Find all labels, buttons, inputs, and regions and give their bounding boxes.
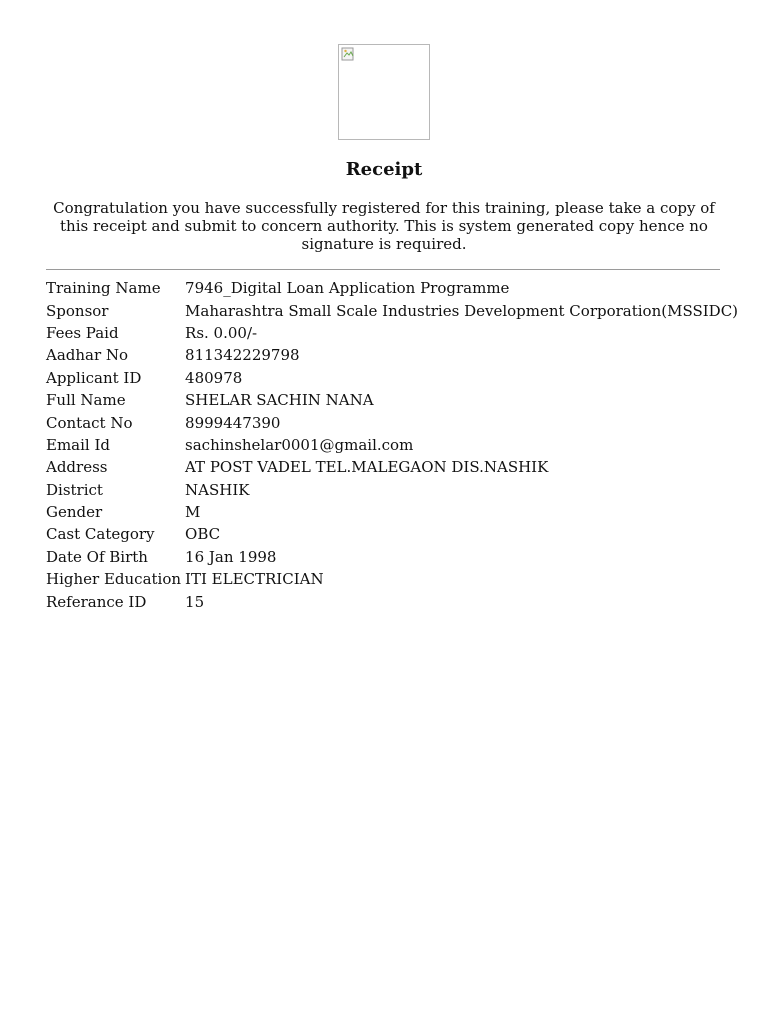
- registration-notice: Congratulation you have successfully registered for this training, please take a copy of this receipt and submit to concern authority. This is system generated copy hence no signature is required.: [53, 199, 715, 253]
- row-label: Email Id: [46, 435, 111, 454]
- row-value: 811342229798: [185, 346, 300, 365]
- row-value: Rs. 0.00/-: [185, 323, 258, 342]
- row-label: Address: [46, 458, 108, 477]
- table-row: [44, 389, 740, 411]
- row-value: NASHIK: [185, 480, 250, 499]
- row-value: OBC: [185, 525, 221, 544]
- table-row: [44, 367, 740, 389]
- logo-image: [338, 44, 430, 140]
- table-row: [44, 501, 740, 523]
- table-row: [44, 546, 740, 568]
- row-label: Sponsor: [46, 301, 109, 320]
- table-row: [44, 434, 740, 456]
- row-label: Gender: [46, 503, 103, 522]
- row-value: SHELAR SACHIN NANA: [185, 391, 374, 410]
- row-value: 480978: [185, 368, 243, 387]
- table-row: [44, 456, 740, 478]
- row-value: sachinshelar0001@gmail.com: [185, 435, 414, 454]
- row-label: Date Of Birth: [46, 547, 148, 566]
- row-label: Aadhar No: [46, 346, 129, 365]
- table-row: [44, 411, 740, 433]
- row-label: Contact No: [46, 413, 133, 432]
- row-value: 16 Jan 1998: [185, 547, 277, 566]
- row-label: Referance ID: [46, 592, 147, 611]
- row-value: ITI ELECTRICIAN: [185, 570, 324, 589]
- row-label: Training Name: [46, 279, 161, 298]
- row-value: M: [185, 503, 201, 522]
- table-row: [44, 277, 740, 299]
- row-label: Cast Category: [46, 525, 155, 544]
- row-label: Higher Education: [46, 570, 182, 589]
- row-value: 8999447390: [185, 413, 281, 432]
- row-value: 7946_Digital Loan Application Programme: [185, 279, 510, 298]
- table-row: [44, 479, 740, 501]
- applicant-details-table: [44, 277, 740, 613]
- table-row: [44, 523, 740, 545]
- table-row: [44, 299, 740, 321]
- table-row: [44, 344, 740, 366]
- broken-image-icon: [341, 47, 355, 61]
- table-row: [44, 322, 740, 344]
- row-label: District: [46, 480, 103, 499]
- receipt-title: Receipt: [345, 159, 423, 180]
- row-value: AT POST VADEL TEL.MALEGAON DIS.NASHIK: [185, 458, 549, 477]
- row-label: Fees Paid: [46, 323, 119, 342]
- row-value: 15: [185, 592, 205, 611]
- table-row: [44, 568, 740, 590]
- row-label: Full Name: [46, 391, 126, 410]
- row-label: Applicant ID: [46, 368, 142, 387]
- row-value: Maharashtra Small Scale Industries Development Corporation(MSSIDC): [185, 301, 739, 320]
- table-row: [44, 590, 740, 612]
- divider: [46, 269, 720, 270]
